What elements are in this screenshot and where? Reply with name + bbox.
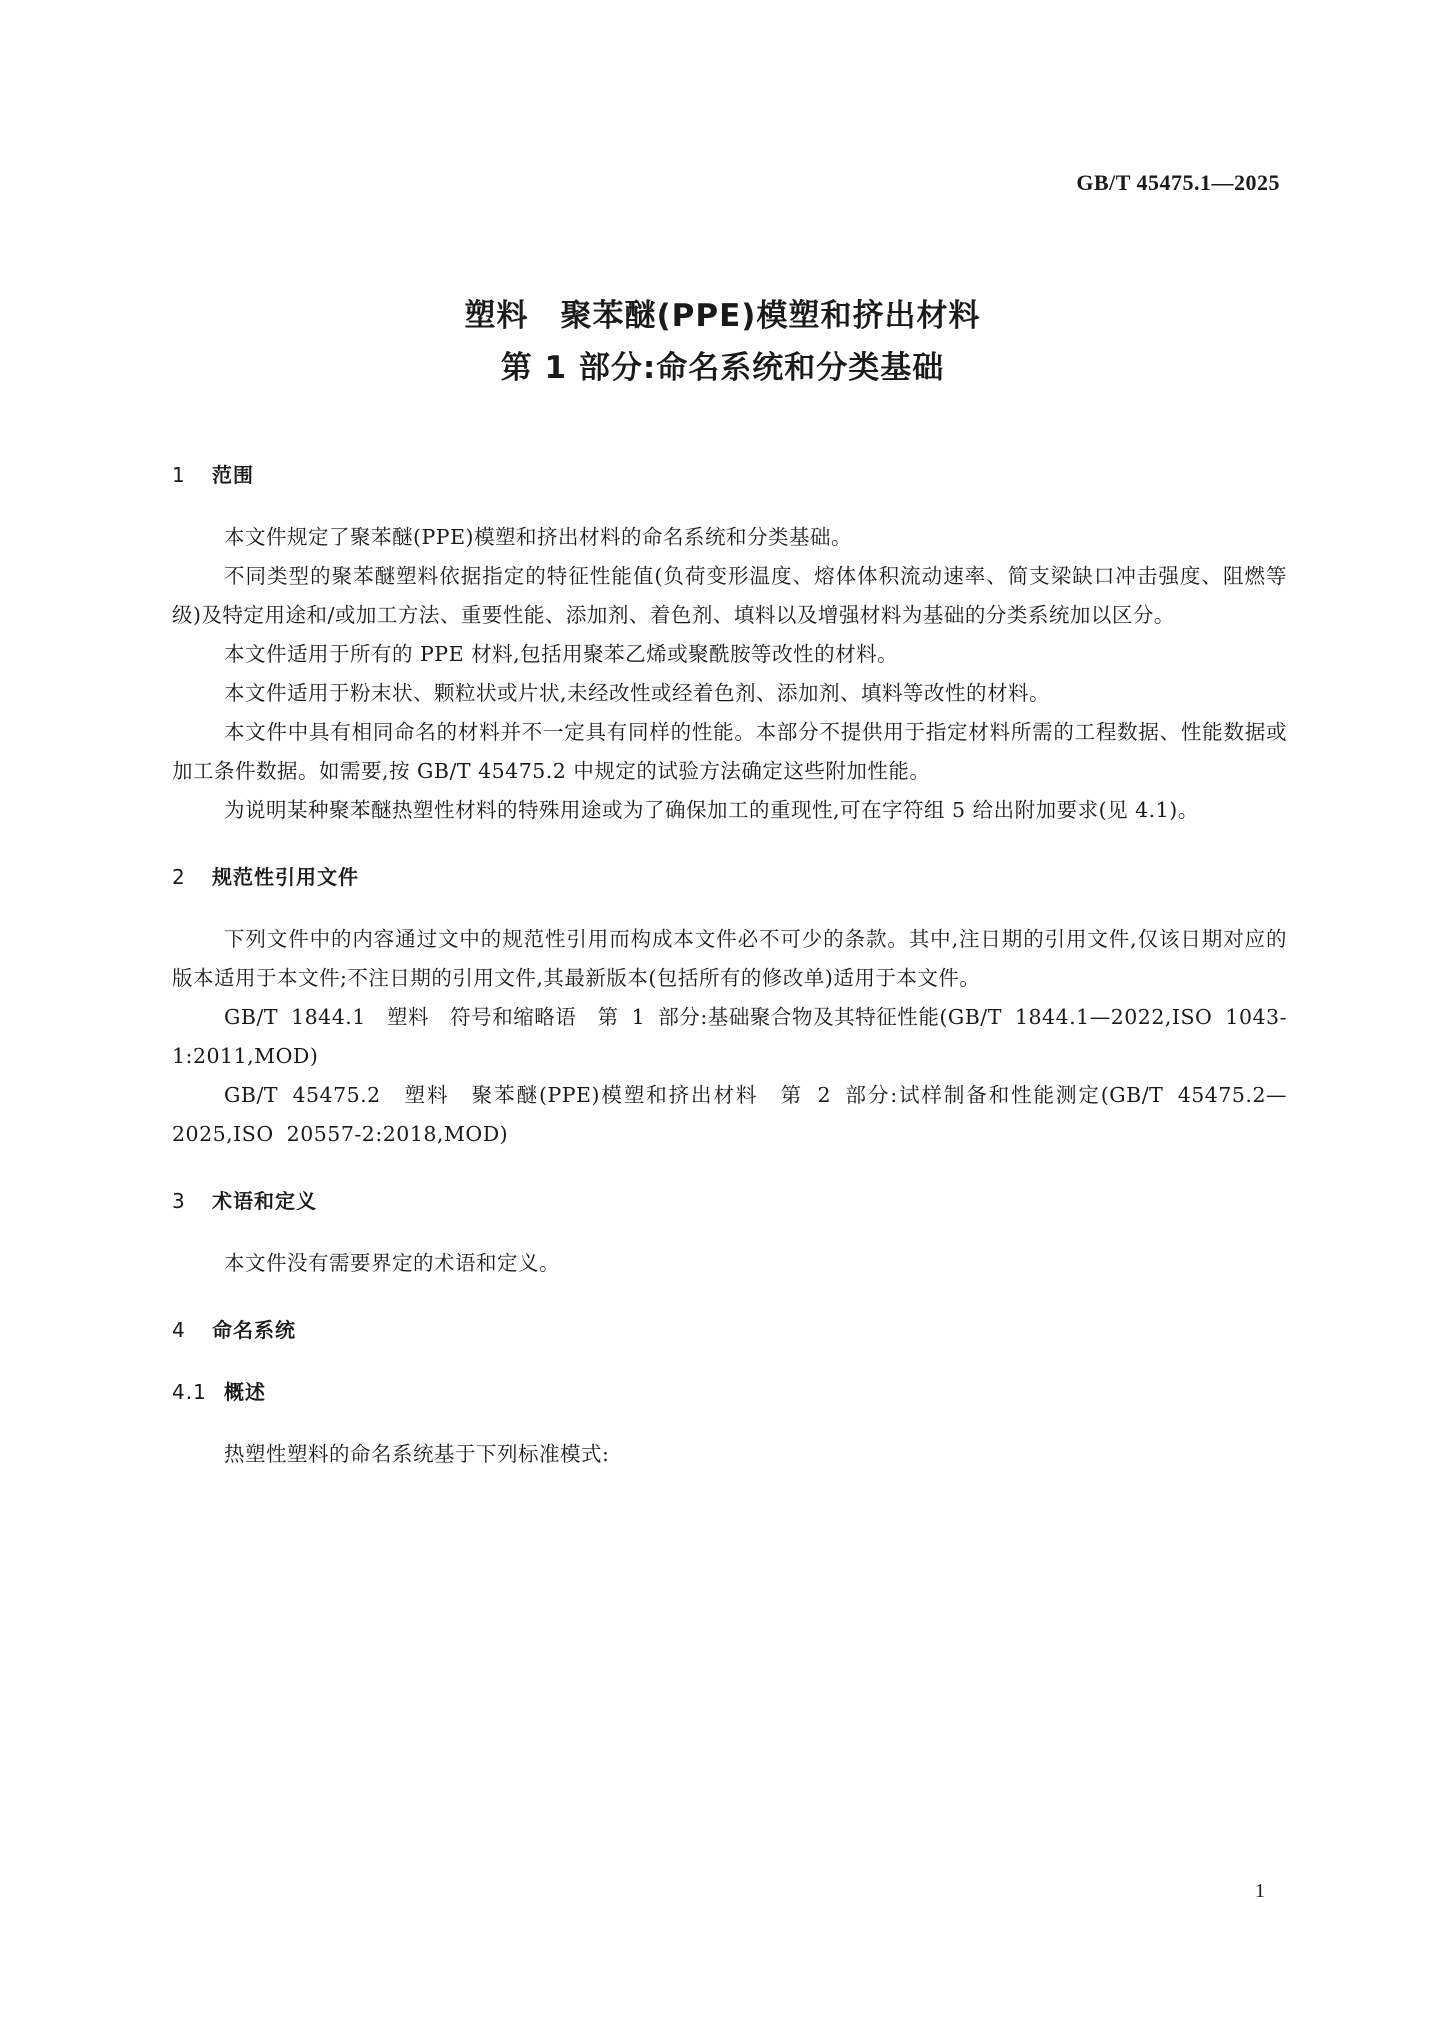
section-number: 4 [172, 1318, 186, 1342]
reference-entry: GB/T 45475.2 塑料 聚苯醚(PPE)模塑和挤出材料 第 2 部分:试样制备和性能测定(GB/T 45475.2—2025,ISO 20557-2:2018,MOD) [172, 1083, 1287, 1146]
paragraph: 本文件中具有相同命名的材料并不一定具有同样的性能。本部分不提供用于指定材料所需的工程数据、性能数据或加工条件数据。如需要,按 GB/T 45475.2 中规定的试验方法确定这些附加性能。 [172, 720, 1287, 783]
standard-code: GB/T 45475.1—2025 [1076, 170, 1280, 195]
paragraph: 不同类型的聚苯醚塑料依据指定的特征性能值(负荷变形温度、熔体体积流动速率、简支梁缺口冲击强度、阻燃等级)及特定用途和/或加工方法、重要性能、添加剂、着色剂、填料以及增强材料为基础的分类系统加以区分。 [172, 564, 1287, 627]
paragraph: 热塑性塑料的命名系统基于下列标准模式: [224, 1442, 610, 1466]
section-heading-terms [172, 1186, 1287, 1216]
reference-entry: GB/T 1844.1 塑料 符号和缩略语 第 1 部分:基础聚合物及其特征性能(GB/T 1844.1—2022,ISO 1043-1:2011,MOD) [172, 1005, 1287, 1068]
section-number: 4.1 [172, 1380, 207, 1404]
document-body [172, 460, 1287, 1474]
subsection-heading-general [172, 1377, 1287, 1407]
page-number: 1 [1255, 1880, 1265, 1902]
section-heading-designation-system [172, 1315, 1287, 1345]
section-heading-normative-references [172, 862, 1287, 892]
document-title-line2: 第 1 部分:命名系统和分类基础 [500, 350, 945, 386]
section-title: 术语和定义 [212, 1189, 317, 1213]
section-title: 规范性引用文件 [212, 865, 359, 889]
section-heading-scope [172, 460, 1287, 490]
document-title-line1: 塑料 聚苯醚(PPE)模塑和挤出材料 [464, 298, 981, 334]
section-number: 2 [172, 865, 186, 889]
paragraph: 本文件没有需要界定的术语和定义。 [224, 1251, 560, 1275]
section-title: 范围 [212, 463, 254, 487]
section-number: 3 [172, 1189, 186, 1213]
paragraph: 下列文件中的内容通过文中的规范性引用而构成本文件必不可少的条款。其中,注日期的引用文件,仅该日期对应的版本适用于本文件;不注日期的引用文件,其最新版本(包括所有的修改单)适用于本文件。 [172, 927, 1287, 990]
paragraph: 本文件适用于粉末状、颗粒状或片状,未经改性或经着色剂、添加剂、填料等改性的材料。 [224, 681, 1051, 705]
paragraph: 为说明某种聚苯醚热塑性材料的特殊用途或为了确保加工的重现性,可在字符组 5 给出附加要求(见 4.1)。 [224, 798, 1199, 822]
paragraph: 本文件适用于所有的 PPE 材料,包括用聚苯乙烯或聚酰胺等改性的材料。 [224, 642, 899, 666]
section-title: 命名系统 [212, 1318, 296, 1342]
paragraph: 本文件规定了聚苯醚(PPE)模塑和挤出材料的命名系统和分类基础。 [224, 525, 853, 549]
section-title: 概述 [224, 1380, 266, 1404]
section-number: 1 [172, 463, 186, 487]
